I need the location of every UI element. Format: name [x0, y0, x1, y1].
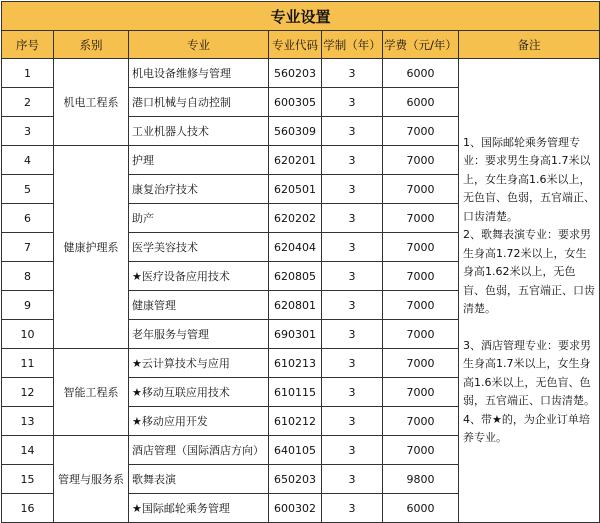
major-name: 护理 [129, 146, 269, 175]
major-fee: 7000 [383, 204, 459, 233]
major-fee: 6000 [383, 494, 459, 523]
note-3: 3、酒店管理专业：要求男生身高1.7米以上，女生身高1.6米以上，无色盲、色弱，五官端正、口齿清楚。 [463, 338, 595, 407]
major-name: ★医疗设备应用技术 [129, 262, 269, 291]
major-fee: 7000 [383, 320, 459, 349]
major-code: 610213 [269, 349, 322, 378]
major-name: 健康管理 [129, 291, 269, 320]
major-fee: 7000 [383, 117, 459, 146]
major-years: 3 [322, 117, 383, 146]
major-years: 3 [322, 233, 383, 262]
major-fee: 7000 [383, 175, 459, 204]
major-code: 640105 [269, 436, 322, 465]
header-no: 序号 [2, 31, 54, 59]
major-fee: 7000 [383, 407, 459, 436]
major-fee: 7000 [383, 233, 459, 262]
major-fee: 7000 [383, 378, 459, 407]
row-no: 14 [2, 436, 54, 465]
major-fee: 7000 [383, 291, 459, 320]
row-no: 11 [2, 349, 54, 378]
note-4: 4、带★的，为企业订单培养专业。 [463, 412, 590, 444]
major-name: 医学美容技术 [129, 233, 269, 262]
title-row [2, 2, 600, 31]
major-name: 工业机器人技术 [129, 117, 269, 146]
major-code: 560203 [269, 59, 322, 88]
major-years: 3 [322, 436, 383, 465]
major-name: 老年服务与管理 [129, 320, 269, 349]
major-years: 3 [322, 204, 383, 233]
major-name: 港口机械与自动控制 [129, 88, 269, 117]
row-no: 1 [2, 59, 54, 88]
row-no: 16 [2, 494, 54, 523]
major-fee: 6000 [383, 59, 459, 88]
major-fee: 7000 [383, 146, 459, 175]
major-years: 3 [322, 465, 383, 494]
major-table [1, 1, 600, 523]
major-code: 610212 [269, 407, 322, 436]
note-1: 1、国际邮轮乘务管理专业：要求男生身高1.7米以上，女生身高1.6米以上，无色盲、色弱，五官端正、口齿清楚。 [463, 135, 595, 223]
major-code: 600302 [269, 494, 322, 523]
page [0, 1, 600, 517]
major-fee: 6000 [383, 88, 459, 117]
row-no: 10 [2, 320, 54, 349]
major-code: 650203 [269, 465, 322, 494]
major-name: ★移动互联应用技术 [129, 378, 269, 407]
major-name: 助产 [129, 204, 269, 233]
note-2: 2、歌舞表演专业：要求男生身高1.72米以上，女生身高1.62米以上，无色盲、色弱，五官端正、口齿清楚。 [463, 228, 595, 315]
major-code: 620801 [269, 291, 322, 320]
dept-cell: 智能工程系 [54, 349, 129, 436]
header-fee: 学费（元/年） [383, 31, 459, 59]
row-no: 15 [2, 465, 54, 494]
major-years: 3 [322, 262, 383, 291]
major-fee: 7000 [383, 262, 459, 291]
major-years: 3 [322, 291, 383, 320]
row-no: 13 [2, 407, 54, 436]
major-code: 620202 [269, 204, 322, 233]
major-name: 康复治疗技术 [129, 175, 269, 204]
header-major: 专业 [129, 31, 269, 59]
major-code: 690301 [269, 320, 322, 349]
row-no: 4 [2, 146, 54, 175]
row-no: 3 [2, 117, 54, 146]
major-fee: 7000 [383, 349, 459, 378]
notes-cell [459, 59, 600, 523]
major-fee: 9800 [383, 465, 459, 494]
major-name: 歌舞表演 [129, 465, 269, 494]
row-no: 9 [2, 291, 54, 320]
major-years: 3 [322, 494, 383, 523]
header-row [2, 31, 600, 59]
major-code: 620201 [269, 146, 322, 175]
major-years: 3 [322, 59, 383, 88]
major-years: 3 [322, 320, 383, 349]
major-code: 620404 [269, 233, 322, 262]
dept-cell: 健康护理系 [54, 146, 129, 349]
row-no: 8 [2, 262, 54, 291]
major-years: 3 [322, 146, 383, 175]
row-no: 6 [2, 204, 54, 233]
major-years: 3 [322, 407, 383, 436]
row-no: 7 [2, 233, 54, 262]
row-no: 12 [2, 378, 54, 407]
major-years: 3 [322, 88, 383, 117]
header-dept: 系别 [54, 31, 129, 59]
major-code: 600305 [269, 88, 322, 117]
major-name: 酒店管理（国际酒店方向） [129, 436, 269, 465]
table-row [2, 59, 600, 88]
major-code: 620805 [269, 262, 322, 291]
major-name: ★移动应用开发 [129, 407, 269, 436]
major-name: 机电设备维修与管理 [129, 59, 269, 88]
major-fee: 7000 [383, 436, 459, 465]
major-name: ★云计算技术与应用 [129, 349, 269, 378]
major-code: 620501 [269, 175, 322, 204]
major-years: 3 [322, 378, 383, 407]
dept-cell: 管理与服务系 [54, 436, 129, 523]
major-years: 3 [322, 349, 383, 378]
row-no: 2 [2, 88, 54, 117]
major-years: 3 [322, 175, 383, 204]
major-code: 560309 [269, 117, 322, 146]
header-code: 专业代码 [269, 31, 322, 59]
dept-cell: 机电工程系 [54, 59, 129, 146]
major-name: ★国际邮轮乘务管理 [129, 494, 269, 523]
header-notes: 备注 [459, 31, 600, 59]
row-no: 5 [2, 175, 54, 204]
header-years: 学制（年） [322, 31, 383, 59]
table-title: 专业设置 [2, 2, 600, 31]
major-code: 610115 [269, 378, 322, 407]
